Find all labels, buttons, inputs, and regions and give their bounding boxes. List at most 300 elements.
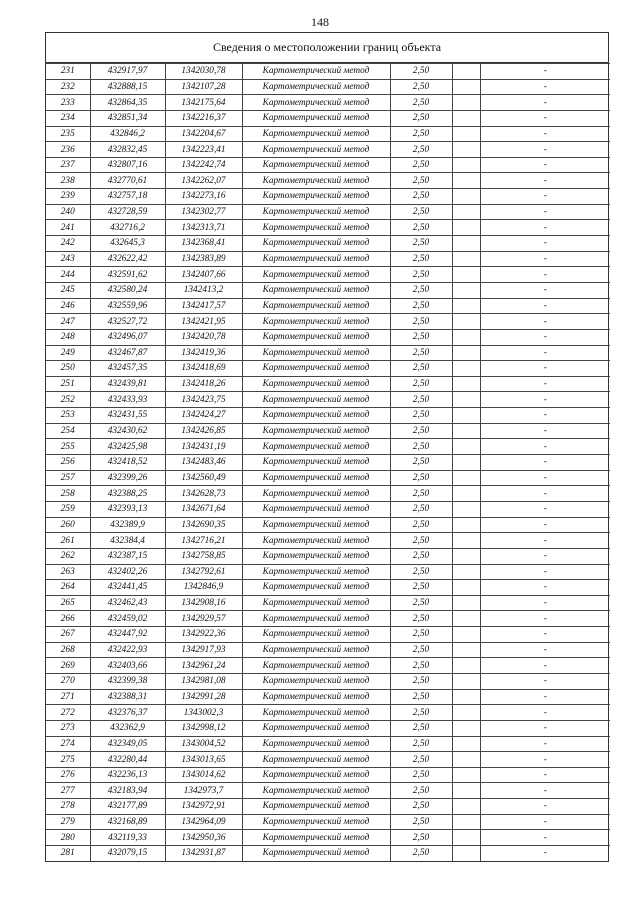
accuracy-cell: 2,50 [390, 329, 452, 345]
note-cell: - [480, 517, 610, 533]
note-cell: - [480, 455, 610, 471]
accuracy-cell: 2,50 [390, 423, 452, 439]
note-cell: - [480, 157, 610, 173]
note-cell: - [480, 501, 610, 517]
table-row [46, 470, 610, 486]
accuracy-cell: 2,50 [390, 345, 452, 361]
y-coordinate-cell: 1342418,69 [165, 361, 242, 377]
empty-cell-cell [452, 642, 480, 658]
empty-cell-cell [452, 846, 480, 861]
table-row [46, 767, 610, 783]
table-row [46, 423, 610, 439]
table-row [46, 329, 610, 345]
x-coordinate-cell: 432431,55 [90, 408, 165, 424]
method-cell: Картометрический метод [242, 767, 390, 783]
empty-cell-cell [452, 767, 480, 783]
y-coordinate-cell: 1342242,74 [165, 157, 242, 173]
method-cell: Картометрический метод [242, 752, 390, 768]
table-row [46, 783, 610, 799]
y-coordinate-cell: 1343013,65 [165, 752, 242, 768]
method-cell: Картометрический метод [242, 142, 390, 158]
method-cell: Картометрический метод [242, 157, 390, 173]
empty-cell-cell [452, 298, 480, 314]
note-cell: - [480, 220, 610, 236]
table-row [46, 204, 610, 220]
y-coordinate-cell: 1342981,08 [165, 673, 242, 689]
method-cell: Картометрический метод [242, 658, 390, 674]
y-coordinate-cell: 1342417,57 [165, 298, 242, 314]
y-coordinate-cell: 1342931,87 [165, 846, 242, 861]
accuracy-cell: 2,50 [390, 298, 452, 314]
method-cell: Картометрический метод [242, 236, 390, 252]
x-coordinate-cell: 432457,35 [90, 361, 165, 377]
point-number-cell: 238 [46, 173, 90, 189]
accuracy-cell: 2,50 [390, 611, 452, 627]
note-cell: - [480, 126, 610, 142]
point-number-cell: 257 [46, 470, 90, 486]
method-cell: Картометрический метод [242, 376, 390, 392]
empty-cell-cell [452, 720, 480, 736]
accuracy-cell: 2,50 [390, 767, 452, 783]
point-number-cell: 276 [46, 767, 90, 783]
note-cell: - [480, 376, 610, 392]
x-coordinate-cell: 432622,42 [90, 251, 165, 267]
accuracy-cell: 2,50 [390, 486, 452, 502]
note-cell: - [480, 720, 610, 736]
point-number-cell: 256 [46, 455, 90, 471]
method-cell: Картометрический метод [242, 126, 390, 142]
y-coordinate-cell: 1342424,27 [165, 408, 242, 424]
note-cell: - [480, 189, 610, 205]
x-coordinate-cell: 432580,24 [90, 282, 165, 298]
empty-cell-cell [452, 548, 480, 564]
method-cell: Картометрический метод [242, 533, 390, 549]
y-coordinate-cell: 1342973,7 [165, 783, 242, 799]
accuracy-cell: 2,50 [390, 439, 452, 455]
empty-cell-cell [452, 157, 480, 173]
y-coordinate-cell: 1342998,12 [165, 720, 242, 736]
accuracy-cell: 2,50 [390, 126, 452, 142]
table-row [46, 110, 610, 126]
point-number-cell: 262 [46, 548, 90, 564]
y-coordinate-cell: 1342991,28 [165, 689, 242, 705]
method-cell: Картометрический метод [242, 783, 390, 799]
note-cell: - [480, 533, 610, 549]
point-number-cell: 269 [46, 658, 90, 674]
x-coordinate-cell: 432441,45 [90, 580, 165, 596]
empty-cell-cell [452, 830, 480, 846]
method-cell: Картометрический метод [242, 814, 390, 830]
table-row [46, 564, 610, 580]
y-coordinate-cell: 1342972,91 [165, 799, 242, 815]
table-row [46, 392, 610, 408]
empty-cell-cell [452, 408, 480, 424]
accuracy-cell: 2,50 [390, 220, 452, 236]
accuracy-cell: 2,50 [390, 79, 452, 95]
table-row [46, 439, 610, 455]
table-row [46, 814, 610, 830]
x-coordinate-cell: 432459,02 [90, 611, 165, 627]
y-coordinate-cell: 1342426,85 [165, 423, 242, 439]
x-coordinate-cell: 432119,33 [90, 830, 165, 846]
note-cell: - [480, 282, 610, 298]
point-number-cell: 249 [46, 345, 90, 361]
empty-cell-cell [452, 517, 480, 533]
note-cell: - [480, 642, 610, 658]
note-cell: - [480, 142, 610, 158]
note-cell: - [480, 314, 610, 330]
note-cell: - [480, 705, 610, 721]
x-coordinate-cell: 432496,07 [90, 329, 165, 345]
note-cell: - [480, 830, 610, 846]
y-coordinate-cell: 1342846,9 [165, 580, 242, 596]
x-coordinate-cell: 432864,35 [90, 95, 165, 111]
y-coordinate-cell: 1342413,2 [165, 282, 242, 298]
table-row [46, 376, 610, 392]
empty-cell-cell [452, 595, 480, 611]
accuracy-cell: 2,50 [390, 173, 452, 189]
method-cell: Картометрический метод [242, 204, 390, 220]
table-row [46, 79, 610, 95]
table-row [46, 830, 610, 846]
method-cell: Картометрический метод [242, 486, 390, 502]
y-coordinate-cell: 1342792,61 [165, 564, 242, 580]
empty-cell-cell [452, 361, 480, 377]
point-number-cell: 264 [46, 580, 90, 596]
point-number-cell: 253 [46, 408, 90, 424]
accuracy-cell: 2,50 [390, 314, 452, 330]
accuracy-cell: 2,50 [390, 95, 452, 111]
coordinates-table-body [46, 64, 610, 861]
point-number-cell: 278 [46, 799, 90, 815]
note-cell: - [480, 611, 610, 627]
method-cell: Картометрический метод [242, 830, 390, 846]
y-coordinate-cell: 1342420,78 [165, 329, 242, 345]
empty-cell-cell [452, 282, 480, 298]
x-coordinate-cell: 432403,66 [90, 658, 165, 674]
x-coordinate-cell: 432888,15 [90, 79, 165, 95]
note-cell: - [480, 236, 610, 252]
y-coordinate-cell: 1342560,49 [165, 470, 242, 486]
accuracy-cell: 2,50 [390, 642, 452, 658]
x-coordinate-cell: 432846,2 [90, 126, 165, 142]
point-number-cell: 246 [46, 298, 90, 314]
note-cell: - [480, 627, 610, 643]
y-coordinate-cell: 1342483,46 [165, 455, 242, 471]
accuracy-cell: 2,50 [390, 361, 452, 377]
table-row [46, 517, 610, 533]
x-coordinate-cell: 432393,13 [90, 501, 165, 517]
y-coordinate-cell: 1342223,41 [165, 142, 242, 158]
x-coordinate-cell: 432402,26 [90, 564, 165, 580]
empty-cell-cell [452, 689, 480, 705]
note-cell: - [480, 736, 610, 752]
method-cell: Картометрический метод [242, 470, 390, 486]
y-coordinate-cell: 1342175,64 [165, 95, 242, 111]
x-coordinate-cell: 432177,89 [90, 799, 165, 815]
note-cell: - [480, 439, 610, 455]
table-row [46, 673, 610, 689]
y-coordinate-cell: 1342929,57 [165, 611, 242, 627]
point-number-cell: 279 [46, 814, 90, 830]
accuracy-cell: 2,50 [390, 689, 452, 705]
table-row [46, 408, 610, 424]
point-number-cell: 233 [46, 95, 90, 111]
x-coordinate-cell: 432527,72 [90, 314, 165, 330]
note-cell: - [480, 689, 610, 705]
empty-cell-cell [452, 204, 480, 220]
x-coordinate-cell: 432591,62 [90, 267, 165, 283]
accuracy-cell: 2,50 [390, 251, 452, 267]
note-cell: - [480, 814, 610, 830]
method-cell: Картометрический метод [242, 517, 390, 533]
table-row [46, 455, 610, 471]
table-row [46, 126, 610, 142]
section-title: Сведения о местоположении границ объекта [46, 33, 608, 63]
table-row [46, 298, 610, 314]
y-coordinate-cell: 1342302,77 [165, 204, 242, 220]
method-cell: Картометрический метод [242, 548, 390, 564]
boundary-table-sheet [45, 32, 609, 862]
note-cell: - [480, 470, 610, 486]
x-coordinate-cell: 432399,38 [90, 673, 165, 689]
method-cell: Картометрический метод [242, 64, 390, 80]
x-coordinate-cell: 432349,05 [90, 736, 165, 752]
x-coordinate-cell: 432439,81 [90, 376, 165, 392]
method-cell: Картометрический метод [242, 455, 390, 471]
y-coordinate-cell: 1342671,64 [165, 501, 242, 517]
empty-cell-cell [452, 673, 480, 689]
method-cell: Картометрический метод [242, 595, 390, 611]
y-coordinate-cell: 1342419,36 [165, 345, 242, 361]
table-row [46, 157, 610, 173]
empty-cell-cell [452, 110, 480, 126]
x-coordinate-cell: 432433,93 [90, 392, 165, 408]
point-number-cell: 242 [46, 236, 90, 252]
accuracy-cell: 2,50 [390, 673, 452, 689]
y-coordinate-cell: 1342922,36 [165, 627, 242, 643]
empty-cell-cell [452, 126, 480, 142]
empty-cell-cell [452, 533, 480, 549]
method-cell: Картометрический метод [242, 736, 390, 752]
note-cell: - [480, 846, 610, 861]
table-row [46, 580, 610, 596]
x-coordinate-cell: 432389,9 [90, 517, 165, 533]
point-number-cell: 235 [46, 126, 90, 142]
note-cell: - [480, 79, 610, 95]
accuracy-cell: 2,50 [390, 501, 452, 517]
method-cell: Картометрический метод [242, 189, 390, 205]
note-cell: - [480, 110, 610, 126]
note-cell: - [480, 783, 610, 799]
empty-cell-cell [452, 501, 480, 517]
y-coordinate-cell: 1342961,24 [165, 658, 242, 674]
x-coordinate-cell: 432807,16 [90, 157, 165, 173]
x-coordinate-cell: 432716,2 [90, 220, 165, 236]
accuracy-cell: 2,50 [390, 846, 452, 861]
y-coordinate-cell: 1343004,52 [165, 736, 242, 752]
empty-cell-cell [452, 267, 480, 283]
point-number-cell: 245 [46, 282, 90, 298]
x-coordinate-cell: 432467,87 [90, 345, 165, 361]
method-cell: Картометрический метод [242, 79, 390, 95]
accuracy-cell: 2,50 [390, 110, 452, 126]
accuracy-cell: 2,50 [390, 392, 452, 408]
table-row [46, 501, 610, 517]
accuracy-cell: 2,50 [390, 189, 452, 205]
accuracy-cell: 2,50 [390, 814, 452, 830]
y-coordinate-cell: 1342030,78 [165, 64, 242, 80]
point-number-cell: 270 [46, 673, 90, 689]
empty-cell-cell [452, 189, 480, 205]
point-number-cell: 247 [46, 314, 90, 330]
table-row [46, 142, 610, 158]
method-cell: Картометрический метод [242, 501, 390, 517]
accuracy-cell: 2,50 [390, 267, 452, 283]
note-cell: - [480, 64, 610, 80]
empty-cell-cell [452, 814, 480, 830]
empty-cell-cell [452, 783, 480, 799]
table-row [46, 173, 610, 189]
point-number-cell: 244 [46, 267, 90, 283]
empty-cell-cell [452, 470, 480, 486]
x-coordinate-cell: 432851,34 [90, 110, 165, 126]
x-coordinate-cell: 432447,92 [90, 627, 165, 643]
method-cell: Картометрический метод [242, 580, 390, 596]
point-number-cell: 267 [46, 627, 90, 643]
point-number-cell: 231 [46, 64, 90, 80]
x-coordinate-cell: 432430,62 [90, 423, 165, 439]
x-coordinate-cell: 432168,89 [90, 814, 165, 830]
x-coordinate-cell: 432387,15 [90, 548, 165, 564]
point-number-cell: 272 [46, 705, 90, 721]
note-cell: - [480, 580, 610, 596]
empty-cell-cell [452, 799, 480, 815]
note-cell: - [480, 329, 610, 345]
empty-cell-cell [452, 236, 480, 252]
accuracy-cell: 2,50 [390, 548, 452, 564]
x-coordinate-cell: 432236,13 [90, 767, 165, 783]
y-coordinate-cell: 1342216,37 [165, 110, 242, 126]
note-cell: - [480, 173, 610, 189]
accuracy-cell: 2,50 [390, 595, 452, 611]
y-coordinate-cell: 1342690,35 [165, 517, 242, 533]
y-coordinate-cell: 1342917,93 [165, 642, 242, 658]
point-number-cell: 255 [46, 439, 90, 455]
x-coordinate-cell: 432422,93 [90, 642, 165, 658]
empty-cell-cell [452, 705, 480, 721]
table-row [46, 251, 610, 267]
table-row [46, 846, 610, 861]
accuracy-cell: 2,50 [390, 455, 452, 471]
point-number-cell: 232 [46, 79, 90, 95]
x-coordinate-cell: 432384,4 [90, 533, 165, 549]
note-cell: - [480, 658, 610, 674]
method-cell: Картометрический метод [242, 110, 390, 126]
coordinates-table [46, 63, 610, 861]
accuracy-cell: 2,50 [390, 142, 452, 158]
point-number-cell: 252 [46, 392, 90, 408]
method-cell: Картометрический метод [242, 439, 390, 455]
method-cell: Картометрический метод [242, 689, 390, 705]
point-number-cell: 275 [46, 752, 90, 768]
empty-cell-cell [452, 752, 480, 768]
table-row [46, 486, 610, 502]
y-coordinate-cell: 1342950,36 [165, 830, 242, 846]
x-coordinate-cell: 432645,3 [90, 236, 165, 252]
point-number-cell: 237 [46, 157, 90, 173]
point-number-cell: 254 [46, 423, 90, 439]
x-coordinate-cell: 432376,37 [90, 705, 165, 721]
note-cell: - [480, 361, 610, 377]
point-number-cell: 240 [46, 204, 90, 220]
note-cell: - [480, 673, 610, 689]
point-number-cell: 280 [46, 830, 90, 846]
table-row [46, 611, 610, 627]
point-number-cell: 261 [46, 533, 90, 549]
x-coordinate-cell: 432362,9 [90, 720, 165, 736]
accuracy-cell: 2,50 [390, 204, 452, 220]
accuracy-cell: 2,50 [390, 752, 452, 768]
point-number-cell: 239 [46, 189, 90, 205]
accuracy-cell: 2,50 [390, 627, 452, 643]
table-row [46, 627, 610, 643]
method-cell: Картометрический метод [242, 564, 390, 580]
accuracy-cell: 2,50 [390, 736, 452, 752]
table-row [46, 345, 610, 361]
table-row [46, 282, 610, 298]
method-cell: Картометрический метод [242, 846, 390, 861]
x-coordinate-cell: 432559,96 [90, 298, 165, 314]
y-coordinate-cell: 1342628,73 [165, 486, 242, 502]
accuracy-cell: 2,50 [390, 533, 452, 549]
empty-cell-cell [452, 392, 480, 408]
table-row [46, 720, 610, 736]
table-row [46, 267, 610, 283]
method-cell: Картометрический метод [242, 642, 390, 658]
empty-cell-cell [452, 79, 480, 95]
empty-cell-cell [452, 423, 480, 439]
empty-cell-cell [452, 580, 480, 596]
method-cell: Картометрический метод [242, 314, 390, 330]
accuracy-cell: 2,50 [390, 705, 452, 721]
y-coordinate-cell: 1342313,71 [165, 220, 242, 236]
note-cell: - [480, 564, 610, 580]
x-coordinate-cell: 432425,98 [90, 439, 165, 455]
note-cell: - [480, 345, 610, 361]
accuracy-cell: 2,50 [390, 376, 452, 392]
x-coordinate-cell: 432280,44 [90, 752, 165, 768]
point-number-cell: 281 [46, 846, 90, 861]
point-number-cell: 236 [46, 142, 90, 158]
x-coordinate-cell: 432462,43 [90, 595, 165, 611]
x-coordinate-cell: 432770,61 [90, 173, 165, 189]
empty-cell-cell [452, 95, 480, 111]
empty-cell-cell [452, 220, 480, 236]
table-row [46, 705, 610, 721]
y-coordinate-cell: 1342204,67 [165, 126, 242, 142]
empty-cell-cell [452, 736, 480, 752]
point-number-cell: 260 [46, 517, 90, 533]
empty-cell-cell [452, 658, 480, 674]
x-coordinate-cell: 432832,45 [90, 142, 165, 158]
empty-cell-cell [452, 439, 480, 455]
point-number-cell: 265 [46, 595, 90, 611]
empty-cell-cell [452, 64, 480, 80]
table-row [46, 533, 610, 549]
empty-cell-cell [452, 345, 480, 361]
note-cell: - [480, 267, 610, 283]
